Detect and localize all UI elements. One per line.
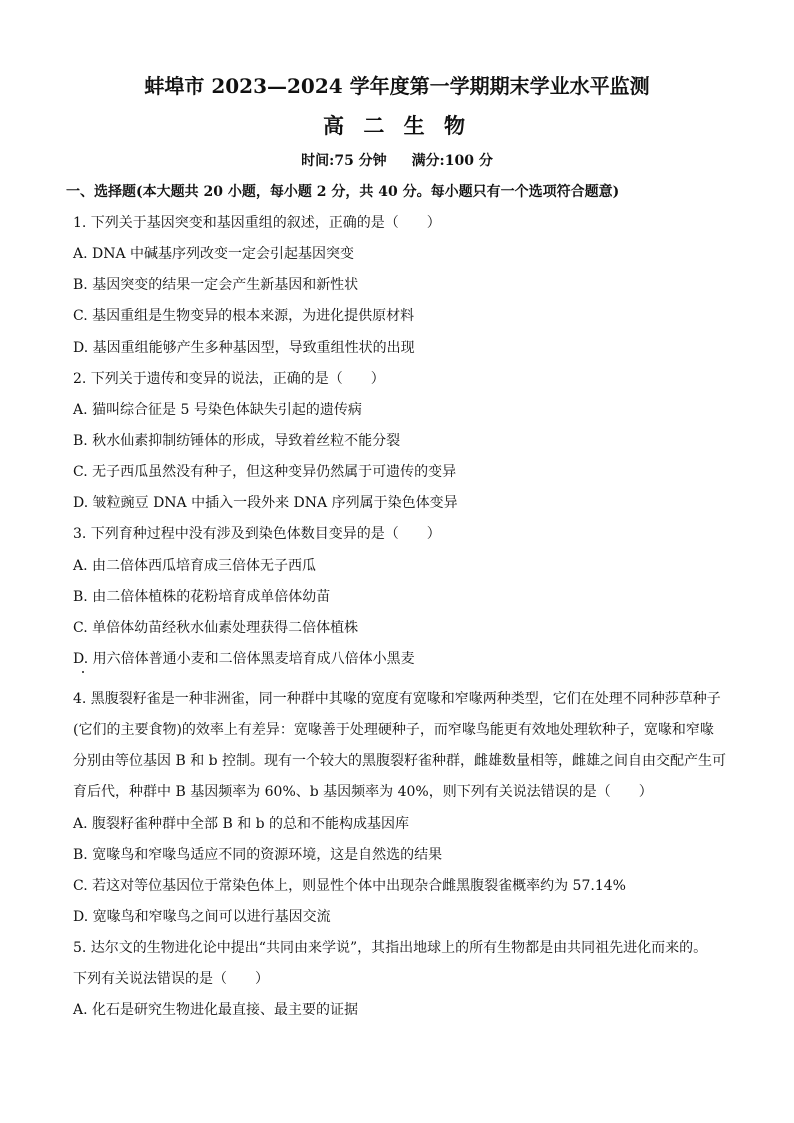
question-1-stem: 1. 下列关于基因突变和基因重组的叙述，正确的是（ ） xyxy=(73,215,441,231)
question-3-option-c: C. 单倍体幼苗经秋水仙素处理获得二倍体植株 xyxy=(73,620,359,636)
question-5-option-a: A. 化石是研究生物进化最直接、最主要的证据 xyxy=(73,1002,359,1018)
question-4-stem-line-2: (它们的主要食物)的效率上有差异：宽喙善于处理硬种子，而窄喙鸟能更有效地处理软种子，宽喙和窄喙 xyxy=(73,722,714,738)
question-2-option-a: A. 猫叫综合征是 5 号染色体缺失引起的遗传病 xyxy=(73,402,362,418)
subject-title: 高 二 生 物 xyxy=(323,113,471,138)
question-2-option-c: C. 无子西瓜虽然没有种子，但这种变异仍然属于可遗传的变异 xyxy=(73,464,457,480)
question-4-option-d: D. 宽喙鸟和窄喙鸟之间可以进行基因交流 xyxy=(73,909,331,925)
question-4-option-b: B. 宽喙鸟和窄喙鸟适应不同的资源环境，这是自然选的结果 xyxy=(73,847,443,863)
question-5-stem-line-1: 5. 达尔文的生物进化论中提出“共同由来学说”，其指出地球上的所有生物都是由共同祖先进化而来的。 xyxy=(73,940,708,956)
full-score: 满分:100 分 xyxy=(411,153,493,169)
section-heading: 一、选择题(本大题共 20 小题，每小题 2 分，共 40 分。每小题只有一个选项符合题意) xyxy=(66,184,620,200)
question-1-option-a: A. DNA 中碱基序列改变一定会引起基因突变 xyxy=(73,246,355,262)
question-4-stem-line-3: 分别由等位基因 B 和 b 控制。现有一个较大的黑腹裂籽雀种群，雌雄数量相等，雌雄之间自由交配产生可 xyxy=(73,753,727,769)
question-1-option-b: B. 基因突变的结果一定会产生新基因和新性状 xyxy=(73,277,359,293)
question-2-option-b: B. 秋水仙素抑制纺锤体的形成，导致着丝粒不能分裂 xyxy=(73,433,401,449)
time-limit: 时间:75 分钟 xyxy=(301,153,387,169)
question-3-stem: 3. 下列育种过程中没有涉及到染色体数目变异的是（ ） xyxy=(73,526,441,542)
question-2-stem: 2. 下列关于遗传和变异的说法，正确的是（ ） xyxy=(73,371,385,387)
exam-title: 蚌埠市 2023—2024 学年度第一学期期末学业水平监测 xyxy=(144,74,650,98)
question-5-stem-line-2: 下列有关说法错误的是（ ） xyxy=(73,971,269,987)
question-3-option-b: B. 由二倍体植株的花粉培育成单倍体幼苗 xyxy=(73,589,331,605)
question-2-option-d: D. 皱粒豌豆 DNA 中插入一段外来 DNA 序列属于染色体变异 xyxy=(73,495,458,511)
question-3-option-d: D. 用六倍体普通小麦和二倍体黑麦培育成八倍体小黑麦 xyxy=(73,651,415,667)
question-4-option-a: A. 腹裂籽雀种群中全部 B 和 b 的总和不能构成基因库 xyxy=(73,816,410,832)
question-1-option-c: C. 基因重组是生物变异的根本来源，为进化提供原材料 xyxy=(73,308,415,324)
question-4-option-c: C. 若这对等位基因位于常染色体上，则显性个体中出现杂合雌黑腹裂雀概率约为 57.14% xyxy=(73,878,626,894)
exam-info xyxy=(0,150,794,170)
question-4-stem-line-4: 育后代，种群中 B 基因频率为 60%、b 基因频率为 40%，则下列有关说法错误的是（ ） xyxy=(73,784,653,800)
question-3-option-a: A. 由二倍体西瓜培育成三倍体无子西瓜 xyxy=(73,558,317,574)
question-4-stem-line-1: 4. 黑腹裂籽雀是一种非洲雀，同一种群中其喙的宽度有宽喙和窄喙两种类型，它们在处理不同种莎草种子 xyxy=(73,691,721,707)
stray-dot xyxy=(82,671,84,673)
question-1-option-d: D. 基因重组能够产生多种基因型，导致重组性状的出现 xyxy=(73,340,415,356)
